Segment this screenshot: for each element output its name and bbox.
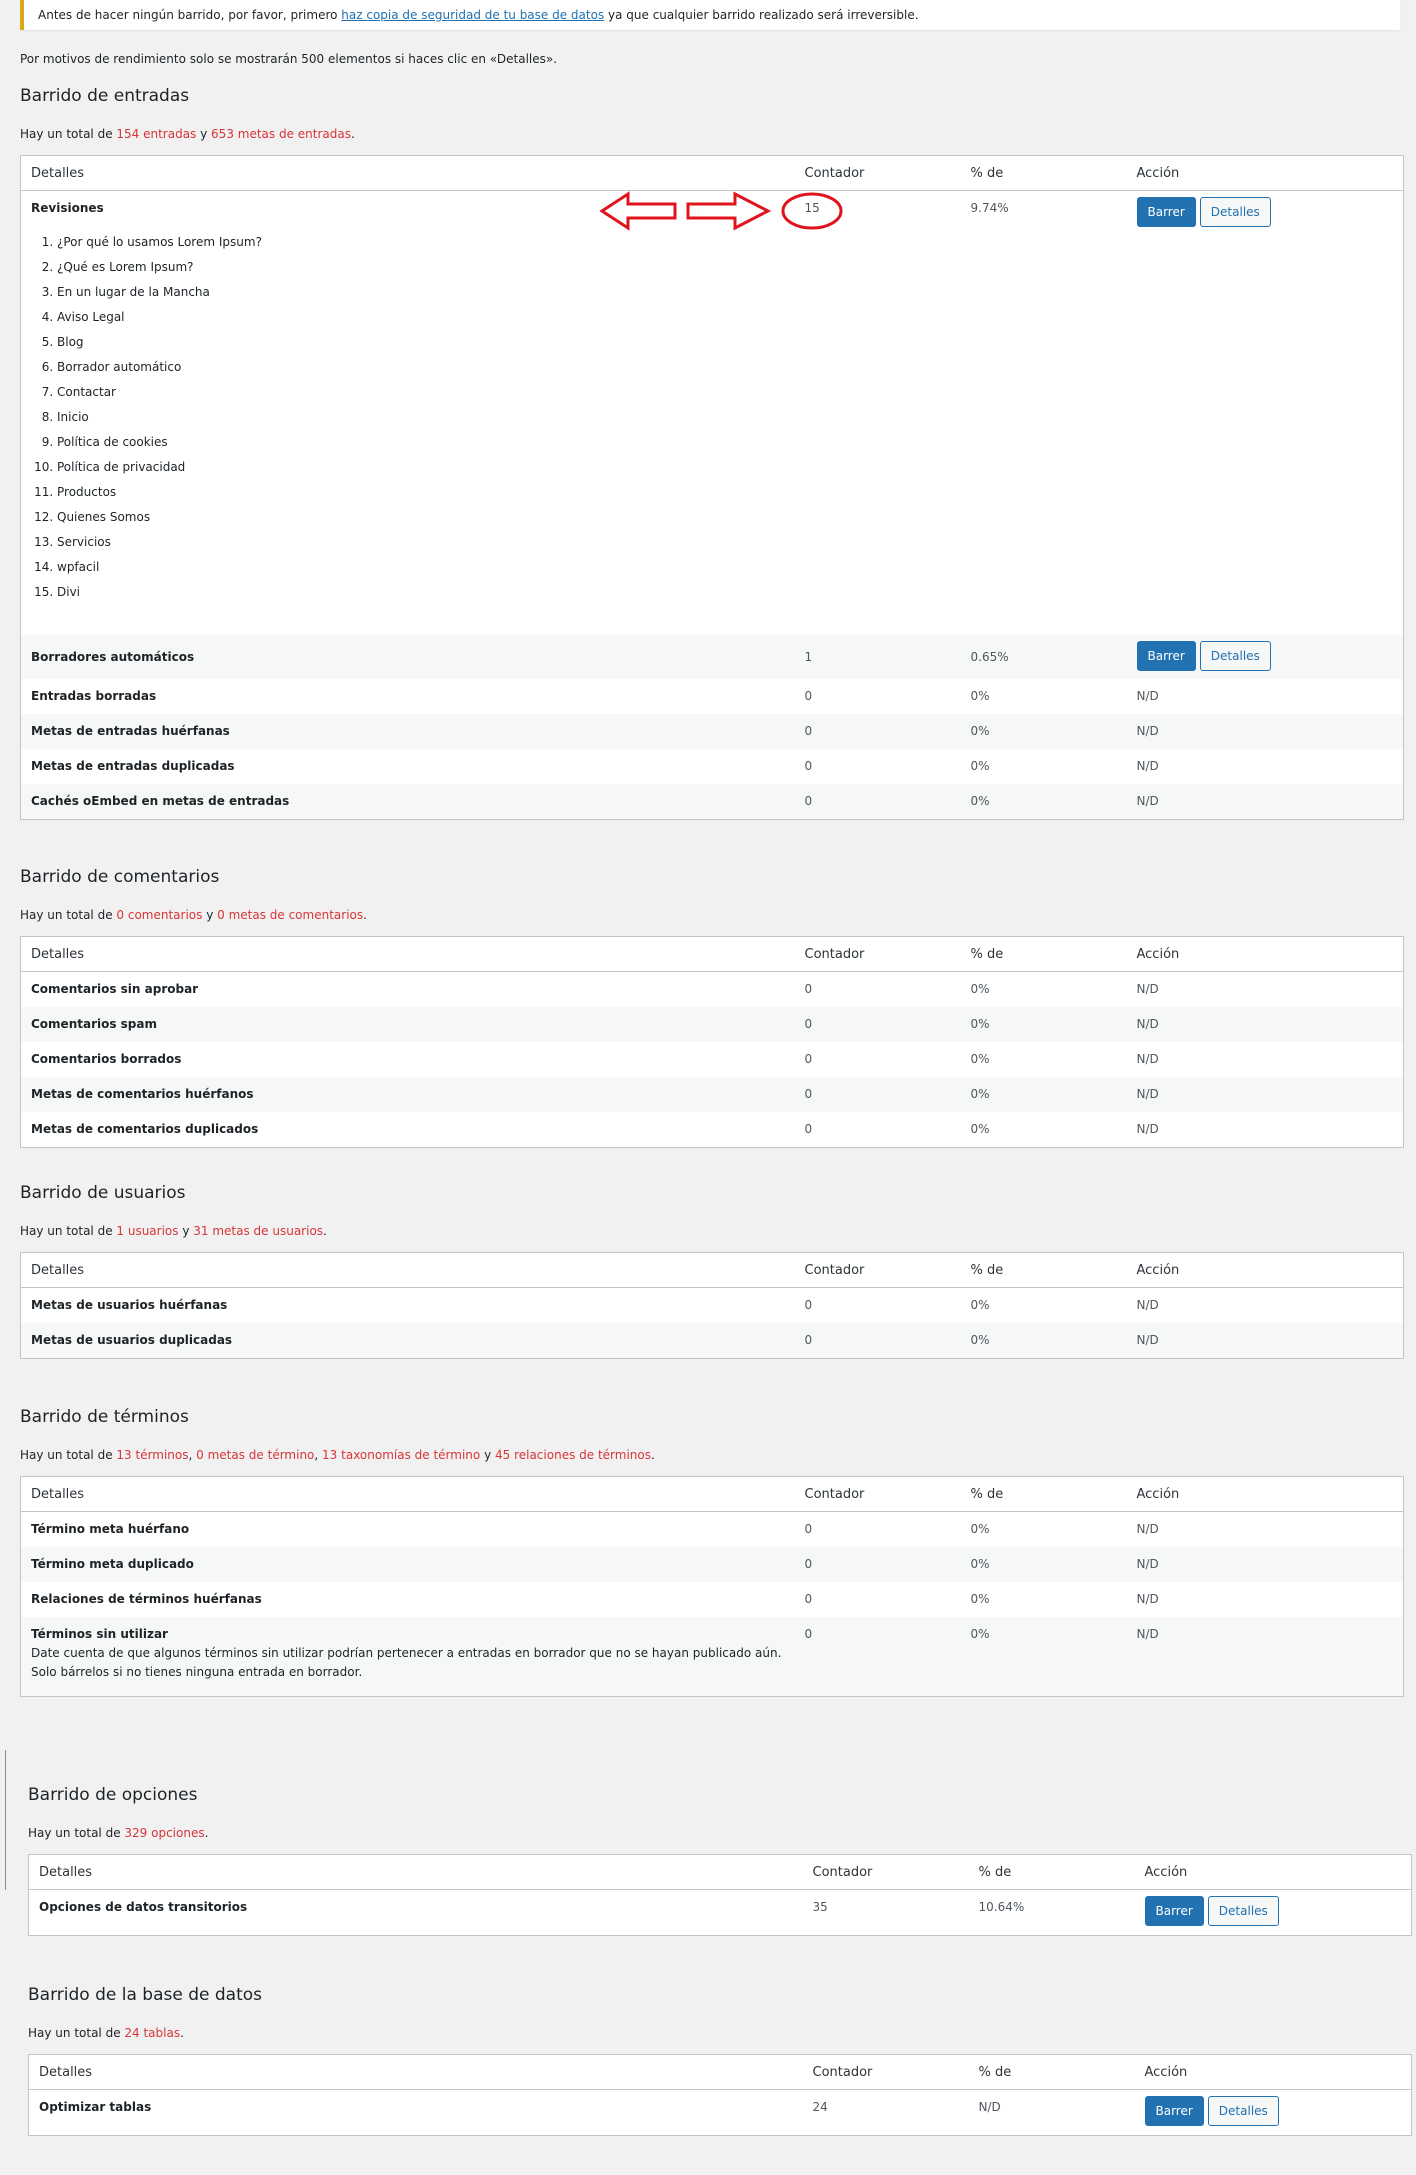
list-item: 13. Servicios [57,530,785,555]
section-summary: Hay un total de 329 opciones. [28,1826,209,1840]
list-item: 8. Inicio [57,405,785,430]
col-details: Detalles [21,156,795,191]
col-percent: % de [969,2055,1135,2090]
row-actions [1135,1890,1412,1936]
col-details: Detalles [29,2055,803,2090]
col-details: Detalles [29,1855,803,1890]
section-title: Barrido de comentarios [20,867,220,887]
col-count: Contador [795,1253,961,1288]
table-row: Términos sin utilizar Date cuenta de que algunos términos sin utilizar podrían pertenecer a entradas en borrador que no se hayan publicado aún. Solo bárrelos si no tienes ninguna entrada en borrador. 0 0% N/D [21,1617,1404,1697]
details-button[interactable]: Detalles [1200,197,1271,227]
col-action: Acción [1135,1855,1412,1890]
terms-table [20,1476,1404,1697]
table-row: Término meta duplicado 0 0% N/D [21,1547,1404,1582]
details-button[interactable]: Detalles [1200,641,1271,671]
sweep-button[interactable]: Barrer [1137,197,1196,227]
col-percent: % de [961,1477,1127,1512]
performance-note: Por motivos de rendimiento solo se mostrarán 500 elementos si haces clic en «Detalles». [20,52,558,66]
red-arrows-annotation [600,188,850,238]
row-actions [1127,635,1404,679]
col-action: Acción [1127,156,1404,191]
list-item: 10. Política de privacidad [57,455,785,480]
section-title: Barrido de la base de datos [28,1985,262,2005]
col-count: Contador [803,1855,969,1890]
sweep-button[interactable]: Barrer [1145,1896,1204,1926]
sweep-button[interactable]: Barrer [1137,641,1196,671]
left-edge-divider [5,1750,6,1890]
col-count: Contador [795,937,961,972]
comments-table [20,936,1404,1148]
row-name: Revisiones 1. ¿Por qué lo usamos Lorem Ipsum? 2. ¿Qué es Lorem Ipsum? 3. En un lugar de la Mancha 4. Aviso Legal 5. Blog 6. Borrador automático 7. Contactar 8. Inicio 9. Política de cookies 10. Política de privacidad 11. Productos 12. Quienes Somos 13. Servicios 14. wpfacil 15. Divi [21,191,795,636]
table-row: Metas de usuarios duplicadas 0 0% N/D [21,1323,1404,1359]
col-action: Acción [1127,1253,1404,1288]
table-row: Opciones de datos transitorios 35 10.64% Barrer Detalles [29,1890,1412,1936]
table-row: Entradas borradas 0 0% N/D [31,689,1159,703]
details-button[interactable]: Detalles [1208,1896,1279,1926]
section-summary: Hay un total de 24 tablas. [28,2026,184,2040]
row-actions [1135,2090,1412,2136]
table-row: Relaciones de términos huérfanas 0 0% N/D [31,1592,1159,1606]
col-action: Acción [1127,1477,1404,1512]
list-item: 11. Productos [57,480,785,505]
list-item: 1. ¿Por qué lo usamos Lorem Ipsum? [57,230,785,255]
list-item: 12. Quienes Somos [57,505,785,530]
revisions-list [31,230,785,605]
col-details: Detalles [21,1253,795,1288]
section-title: Barrido de entradas [20,86,190,106]
table-row [21,191,1404,636]
section-summary: Hay un total de 0 comentarios y 0 metas de comentarios. [20,908,367,922]
table-row: Metas de entradas huérfanas 0 0% N/D [21,714,1404,749]
col-percent: % de [961,937,1127,972]
unused-terms-note: Date cuenta de que algunos términos sin utilizar podrían pertenecer a entradas en borrador que no se hayan publicado aún. Solo bárrelos si no tienes ninguna entrada en borrador. [31,1646,782,1679]
row-percent: 9.74% [970,201,1009,215]
left-arrow-icon [602,194,675,228]
col-percent: % de [961,1253,1127,1288]
col-percent: % de [961,156,1127,191]
comments-section [20,864,1404,1148]
table-row: Comentarios spam 0 0% N/D [21,1007,1404,1042]
section-title: Barrido de opciones [28,1785,198,1805]
table-row: Comentarios borrados 0 0% N/D [31,1052,1159,1066]
right-arrow-icon [688,194,768,228]
users-section [20,1180,1404,1359]
backup-warning-notice [20,0,1400,30]
row-count: 15 [804,201,820,215]
notice-text-before: Antes de hacer ningún barrido, por favor, primero [38,8,342,22]
section-summary: Hay un total de 154 entradas y 653 metas de entradas. [20,127,355,141]
table-row: Metas de entradas duplicadas 0 0% N/D [31,759,1159,773]
notice-text-after: ya que cualquier barrido realizado será irreversible. [604,8,919,22]
table-row: Término meta huérfano 0 0% N/D [31,1522,1159,1536]
list-item: 6. Borrador automático [57,355,785,380]
col-action: Acción [1127,937,1404,972]
table-row: Borradores automáticos 1 0.65% Barrer Detalles [21,635,1404,679]
list-item: 15. Divi [57,580,785,605]
table-row: Cachés oEmbed en metas de entradas 0 0% N/D [21,784,1404,820]
circle-highlight-icon [783,194,841,228]
row-actions [1127,191,1404,636]
table-row: Metas de comentarios duplicados 0 0% N/D [31,1122,1159,1136]
section-title: Barrido de términos [20,1407,189,1427]
list-item: 9. Política de cookies [57,430,785,455]
col-details: Detalles [21,937,795,972]
col-count: Contador [795,156,961,191]
col-details: Detalles [21,1477,795,1512]
options-section [28,1782,1412,1936]
list-item: 14. wpfacil [57,555,785,580]
col-count: Contador [795,1477,961,1512]
section-summary: Hay un total de 13 términos, 0 metas de término, 13 taxonomías de término y 45 relaciones de términos. [20,1448,655,1462]
table-row: Metas de comentarios huérfanos 0 0% N/D [21,1077,1404,1112]
list-item: 2. ¿Qué es Lorem Ipsum? [57,255,785,280]
list-item: 3. En un lugar de la Mancha [57,280,785,305]
users-table [20,1252,1404,1359]
col-percent: % de [969,1855,1135,1890]
database-table [28,2054,1412,2136]
section-summary: Hay un total de 1 usuarios y 31 metas de usuarios. [20,1224,327,1238]
table-row: Optimizar tablas 24 N/D Barrer Detalles [29,2090,1412,2136]
section-title: Barrido de usuarios [20,1183,186,1203]
list-item: 7. Contactar [57,380,785,405]
col-count: Contador [803,2055,969,2090]
table-row: Metas de usuarios huérfanas 0 0% N/D [31,1298,1159,1312]
database-section [28,1982,1412,2136]
table-row: Comentarios sin aprobar 0 0% N/D [31,982,1159,996]
col-action: Acción [1135,2055,1412,2090]
list-item: 5. Blog [57,330,785,355]
posts-table [20,155,1404,820]
options-table [28,1854,1412,1936]
details-button[interactable]: Detalles [1208,2096,1279,2126]
sweep-button[interactable]: Barrer [1145,2096,1204,2126]
list-item: 4. Aviso Legal [57,305,785,330]
backup-link[interactable]: haz copia de seguridad de tu base de datos [341,8,605,22]
terms-section [20,1404,1404,1697]
